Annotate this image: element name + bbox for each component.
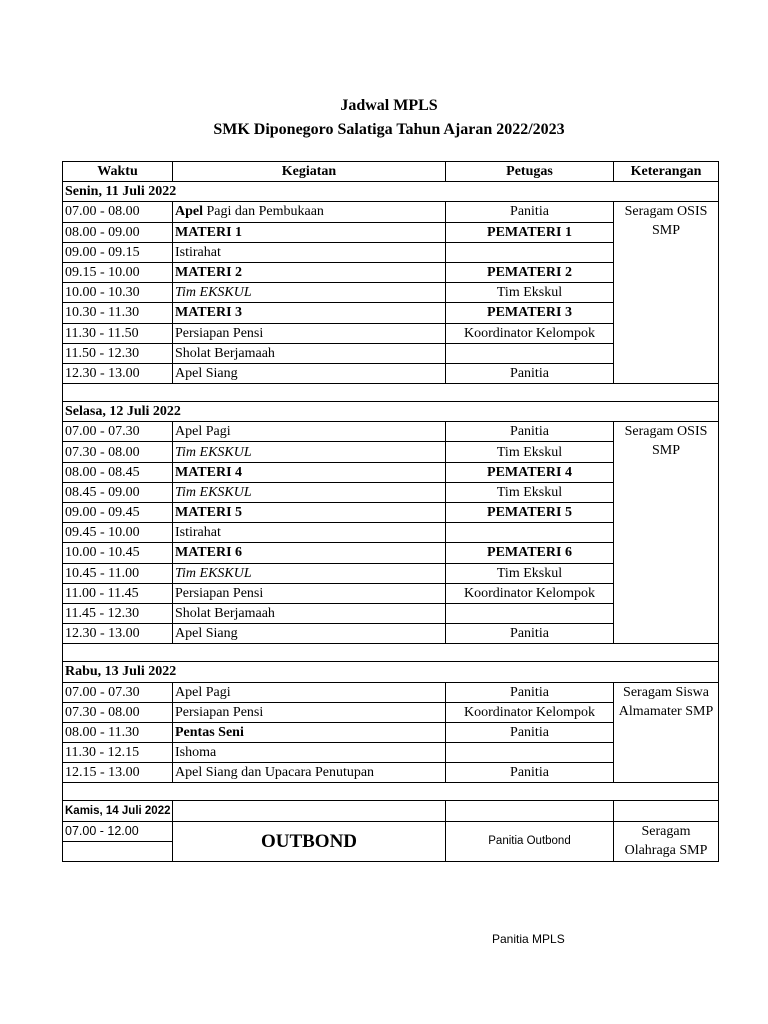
time-cell: 08.00 - 08.45 bbox=[63, 462, 173, 482]
time-cell: 09.45 - 10.00 bbox=[63, 523, 173, 543]
activity-cell bbox=[173, 503, 446, 523]
time-cell: 07.00 - 07.30 bbox=[63, 682, 173, 702]
header-keterangan: Keterangan bbox=[614, 162, 719, 182]
table-row bbox=[63, 202, 719, 222]
officer-cell: Panitia Outbond bbox=[446, 821, 614, 861]
time-cell: 08.00 - 09.00 bbox=[63, 222, 173, 242]
empty-cell bbox=[173, 801, 446, 821]
spacer-row bbox=[63, 783, 719, 801]
officer-cell bbox=[446, 523, 614, 543]
schedule-table bbox=[62, 161, 719, 862]
day-header-row bbox=[63, 662, 719, 682]
activity-text: Ishoma bbox=[175, 745, 217, 761]
time-cell: 12.30 - 13.00 bbox=[63, 363, 173, 383]
day-label: Senin, 11 Juli 2022 bbox=[63, 182, 719, 202]
time-cell: 12.30 - 13.00 bbox=[63, 624, 173, 644]
officer-bold: PEMATERI 5 bbox=[487, 505, 572, 521]
spacer-row bbox=[63, 384, 719, 402]
day-label: Rabu, 13 Juli 2022 bbox=[63, 662, 719, 682]
header-waktu: Waktu bbox=[63, 162, 173, 182]
table-row bbox=[63, 682, 719, 702]
activity-cell bbox=[173, 603, 446, 623]
activity-cell bbox=[173, 583, 446, 603]
officer-cell: Panitia bbox=[446, 763, 614, 783]
officer-cell bbox=[446, 262, 614, 282]
officer-cell: Panitia bbox=[446, 682, 614, 702]
time-cell: 10.00 - 10.45 bbox=[63, 543, 173, 563]
activity-text: Istirahat bbox=[175, 525, 221, 541]
activity-bold: MATERI 1 bbox=[175, 224, 243, 240]
time-cell: 09.00 - 09.15 bbox=[63, 242, 173, 262]
activity-text: Apel Pagi bbox=[175, 424, 231, 440]
activity-text: Apel Siang bbox=[175, 365, 238, 381]
day-header-row bbox=[63, 402, 719, 422]
footer-signature: Panitia MPLS bbox=[492, 932, 565, 946]
time-cell: 10.00 - 10.30 bbox=[63, 283, 173, 303]
time-cell: 10.30 - 11.30 bbox=[63, 303, 173, 323]
document-subtitle: SMK Diponegoro Salatiga Tahun Ajaran 2022/2023 bbox=[213, 121, 565, 138]
officer-cell: Tim Ekskul bbox=[446, 442, 614, 462]
activity-text: Apel Siang bbox=[175, 626, 238, 642]
activity-cell bbox=[173, 343, 446, 363]
officer-cell bbox=[446, 503, 614, 523]
keterangan-cell: Seragam Siswa Almamater SMP bbox=[614, 682, 719, 783]
officer-bold: PEMATERI 2 bbox=[487, 265, 572, 281]
officer-cell bbox=[446, 462, 614, 482]
officer-cell bbox=[446, 222, 614, 242]
document-title: Jadwal MPLS bbox=[340, 97, 438, 114]
officer-cell bbox=[446, 543, 614, 563]
activity-text: Apel Siang dan Upacara Penutupan bbox=[175, 765, 375, 781]
time-cell: 08.45 - 09.00 bbox=[63, 482, 173, 502]
activity-cell bbox=[173, 763, 446, 783]
empty-cell bbox=[446, 801, 614, 821]
officer-bold: PEMATERI 4 bbox=[487, 464, 572, 480]
activity-text: Persiapan Pensi bbox=[175, 704, 264, 720]
officer-cell: Koordinator Kelompok bbox=[446, 583, 614, 603]
activity-text: Persiapan Pensi bbox=[175, 585, 264, 601]
activity-bold: MATERI 2 bbox=[175, 265, 243, 281]
activity-cell bbox=[173, 702, 446, 722]
time-cell: 11.30 - 11.50 bbox=[63, 323, 173, 343]
time-cell: 10.45 - 11.00 bbox=[63, 563, 173, 583]
header-row bbox=[63, 162, 719, 182]
activity-cell bbox=[173, 363, 446, 383]
keterangan-cell: Seragam Olahraga SMP bbox=[614, 821, 719, 861]
activity-cell bbox=[173, 262, 446, 282]
time-cell: 11.30 - 12.15 bbox=[63, 743, 173, 763]
officer-cell: Panitia bbox=[446, 624, 614, 644]
officer-cell: Panitia bbox=[446, 363, 614, 383]
officer-cell bbox=[446, 603, 614, 623]
activity-cell bbox=[173, 323, 446, 343]
officer-cell: Panitia bbox=[446, 422, 614, 442]
activity-text: Pagi dan Pembukaan bbox=[203, 204, 324, 220]
activity-bold: MATERI 4 bbox=[175, 464, 243, 480]
activity-bold: MATERI 6 bbox=[175, 545, 243, 561]
activity-cell bbox=[173, 202, 446, 222]
officer-cell: Koordinator Kelompok bbox=[446, 323, 614, 343]
officer-cell: Tim Ekskul bbox=[446, 283, 614, 303]
officer-cell bbox=[446, 743, 614, 763]
time-cell: 07.30 - 08.00 bbox=[63, 442, 173, 462]
activity-text: Sholat Berjamaah bbox=[175, 345, 275, 361]
activity-cell bbox=[173, 624, 446, 644]
activity-bold: MATERI 3 bbox=[175, 305, 243, 321]
empty-cell bbox=[614, 801, 719, 821]
officer-cell: Panitia bbox=[446, 722, 614, 742]
officer-cell bbox=[446, 242, 614, 262]
spacer-cell bbox=[63, 644, 719, 662]
spacer-row bbox=[63, 644, 719, 662]
officer-bold: PEMATERI 3 bbox=[487, 305, 572, 321]
activity-cell bbox=[173, 543, 446, 563]
keterangan-cell: Seragam OSIS SMP bbox=[614, 202, 719, 384]
activity-italic: Tim EKSKUL bbox=[175, 444, 252, 460]
time-cell: 07.00 - 08.00 bbox=[63, 202, 173, 222]
officer-cell: Panitia bbox=[446, 202, 614, 222]
keterangan-cell: Seragam OSIS SMP bbox=[614, 422, 719, 644]
table-row bbox=[63, 821, 719, 841]
activity-text: Apel Pagi bbox=[175, 684, 231, 700]
activity-cell bbox=[173, 563, 446, 583]
time-cell: 11.45 - 12.30 bbox=[63, 603, 173, 623]
activity-bold: Pentas Seni bbox=[175, 724, 244, 740]
activity-cell bbox=[173, 422, 446, 442]
activity-cell bbox=[173, 242, 446, 262]
day-label: Selasa, 12 Juli 2022 bbox=[63, 402, 719, 422]
time-cell: 12.15 - 13.00 bbox=[63, 763, 173, 783]
table-row bbox=[63, 422, 719, 442]
spacer-cell bbox=[63, 783, 719, 801]
time-cell: 07.30 - 08.00 bbox=[63, 702, 173, 722]
time-cell: 08.00 - 11.30 bbox=[63, 722, 173, 742]
officer-cell: Tim Ekskul bbox=[446, 482, 614, 502]
day-header-row bbox=[63, 182, 719, 202]
officer-cell: Koordinator Kelompok bbox=[446, 702, 614, 722]
activity-cell bbox=[173, 222, 446, 242]
officer-cell bbox=[446, 343, 614, 363]
time-cell: 11.50 - 12.30 bbox=[63, 343, 173, 363]
activity-text: Sholat Berjamaah bbox=[175, 606, 275, 622]
activity-cell bbox=[173, 482, 446, 502]
header-kegiatan: Kegiatan bbox=[173, 162, 446, 182]
activity-cell bbox=[173, 283, 446, 303]
activity-italic: Tim EKSKUL bbox=[175, 484, 252, 500]
activity-cell bbox=[173, 442, 446, 462]
time-cell: 07.00 - 07.30 bbox=[63, 422, 173, 442]
officer-bold: PEMATERI 6 bbox=[487, 545, 572, 561]
activity-cell bbox=[173, 523, 446, 543]
day-header-row bbox=[63, 801, 719, 821]
spacer-cell bbox=[63, 384, 719, 402]
activity-text: Persiapan Pensi bbox=[175, 325, 264, 341]
empty-cell bbox=[63, 841, 173, 861]
officer-bold: PEMATERI 1 bbox=[487, 224, 572, 240]
activity-cell bbox=[173, 462, 446, 482]
activity-text: Istirahat bbox=[175, 244, 221, 260]
activity-cell: OUTBOND bbox=[173, 821, 446, 861]
activity-cell bbox=[173, 722, 446, 742]
time-cell: 09.00 - 09.45 bbox=[63, 503, 173, 523]
day-label: Kamis, 14 Juli 2022 bbox=[63, 801, 173, 821]
time-cell: 07.00 - 12.00 bbox=[63, 821, 173, 841]
time-cell: 11.00 - 11.45 bbox=[63, 583, 173, 603]
time-cell: 09.15 - 10.00 bbox=[63, 262, 173, 282]
activity-cell bbox=[173, 743, 446, 763]
activity-italic: Tim EKSKUL bbox=[175, 285, 252, 301]
header-petugas: Petugas bbox=[446, 162, 614, 182]
activity-italic: Tim EKSKUL bbox=[175, 565, 252, 581]
officer-cell bbox=[446, 303, 614, 323]
activity-cell bbox=[173, 303, 446, 323]
officer-cell: Tim Ekskul bbox=[446, 563, 614, 583]
activity-cell bbox=[173, 682, 446, 702]
activity-bold: Apel bbox=[175, 204, 203, 220]
activity-bold: MATERI 5 bbox=[175, 505, 243, 521]
